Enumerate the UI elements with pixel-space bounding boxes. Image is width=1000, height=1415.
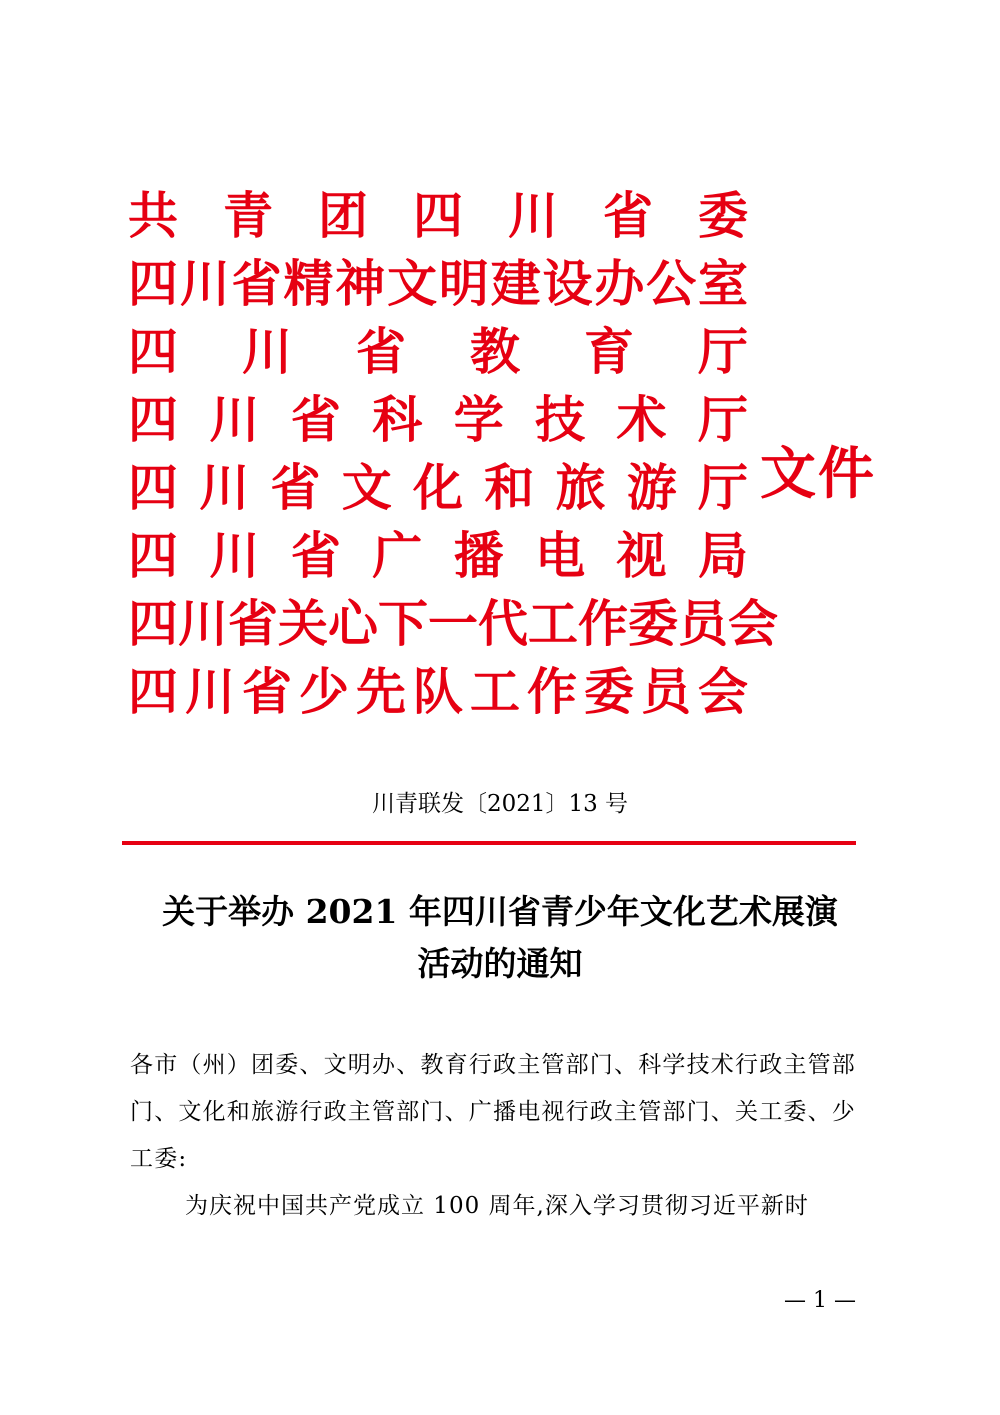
issuer-line [128,522,748,590]
issuer-line [128,386,748,454]
issuer-char: 关 [278,594,328,653]
issuer-char: 游 [626,458,677,517]
issuer-char: 播 [453,526,504,585]
issuing-authorities [128,182,778,726]
issuer-char: 厅 [697,390,748,449]
issuer-char: 代 [478,594,528,653]
issuer-char: 技 [535,390,586,449]
issuer-line [128,454,748,522]
issuer-char: 育 [584,322,634,381]
issuer-char: 局 [697,526,748,585]
issuer-char: 学 [453,390,504,449]
issuer-char: 工 [470,662,520,721]
issuer-char: 四 [128,594,178,653]
issuer-char: 电 [535,526,586,585]
issuer-char: 队 [413,662,463,721]
issuer-char: 省 [356,322,406,381]
issuer-char: 川 [199,458,250,517]
issuer-char: 共 [128,186,178,245]
issuer-char: 化 [413,458,463,517]
issuer-char: 四 [128,390,178,449]
issuer-char: 少 [299,662,349,721]
recipients-paragraph: 各市（州）团委、文明办、教育行政主管部门、科学技术行政主管部门、文化和旅游行政主管部门、广播电视行政主管部门、关工委、少工委: [130,1052,856,1172]
issuer-char: 会 [728,594,778,653]
issuer-char: 四 [128,322,178,381]
issuer-char: 四 [128,458,178,517]
issuer-char: 作 [578,594,628,653]
title-line-1: 关于举办 2021 年四川省青少年文化艺术展演 [162,892,838,931]
issuer-char: 建 [490,254,541,313]
issuer-char: 厅 [698,458,748,517]
issuer-char: 川 [508,186,558,245]
issuer-char: 作 [527,662,577,721]
page-number: — 1 — [784,1288,856,1313]
body-paragraph: 为庆祝中国共产党成立 100 周年,深入学习贯彻习近平新时 [185,1193,809,1219]
issuer-char: 员 [641,662,691,721]
issuer-char: 四 [128,662,178,721]
issuer-char: 委 [584,662,634,721]
issuer-char: 旅 [555,458,606,517]
issuer-char: 广 [372,526,423,585]
issuer-char: 川 [178,594,228,653]
issuer-line [128,318,748,386]
issuer-line [128,658,748,726]
issuer-char: 心 [328,594,378,653]
issuer-char: 省 [270,458,321,517]
issuer-char: 文 [341,458,392,517]
issuer-char: 省 [228,594,278,653]
title-line-2: 活动的通知 [417,944,583,983]
issuer-line [128,250,748,318]
issuer-char: 青 [223,186,273,245]
issuer-char: 科 [372,390,423,449]
issuer-char: 一 [428,594,478,653]
issuer-line [128,182,748,250]
issuer-char: 和 [484,458,535,517]
document-suffix: 文件 [760,441,876,507]
issuer-char: 省 [231,254,282,313]
issuer-char: 委 [628,594,678,653]
issuer-char: 四 [128,526,178,585]
issuer-char: 办 [594,254,645,313]
issuer-char: 川 [209,526,260,585]
issuer-char: 设 [542,254,593,313]
issuer-char: 川 [185,662,235,721]
issuer-char: 省 [290,390,341,449]
issuer-char: 团 [318,186,368,245]
document-number: 川青联发〔2021〕13 号 [371,791,629,817]
issuer-char: 省 [242,662,292,721]
issuer-char: 公 [646,254,697,313]
issuer-char: 员 [678,594,728,653]
issuer-char: 术 [616,390,667,449]
issuer-char: 会 [698,662,748,721]
issuer-char: 四 [413,186,463,245]
issuer-char: 视 [616,526,667,585]
issuer-char: 室 [697,254,748,313]
issuer-char: 省 [290,526,341,585]
issuer-char: 先 [356,662,406,721]
issuer-char: 明 [438,254,489,313]
issuer-char: 工 [528,594,578,653]
issuer-char: 省 [603,186,653,245]
issuer-char: 下 [378,594,428,653]
issuer-char: 精 [283,254,334,313]
issuer-char: 四 [128,254,178,313]
issuer-char: 委 [698,186,748,245]
issuer-line [128,590,778,658]
document-title [100,886,900,990]
issuer-char: 厅 [698,322,748,381]
issuer-char: 神 [335,254,386,313]
issuer-char: 川 [209,390,260,449]
issuer-char: 川 [179,254,230,313]
issuer-char: 文 [387,254,438,313]
issuer-char: 川 [242,322,292,381]
issuer-char: 教 [470,322,520,381]
red-divider-line [122,841,856,845]
